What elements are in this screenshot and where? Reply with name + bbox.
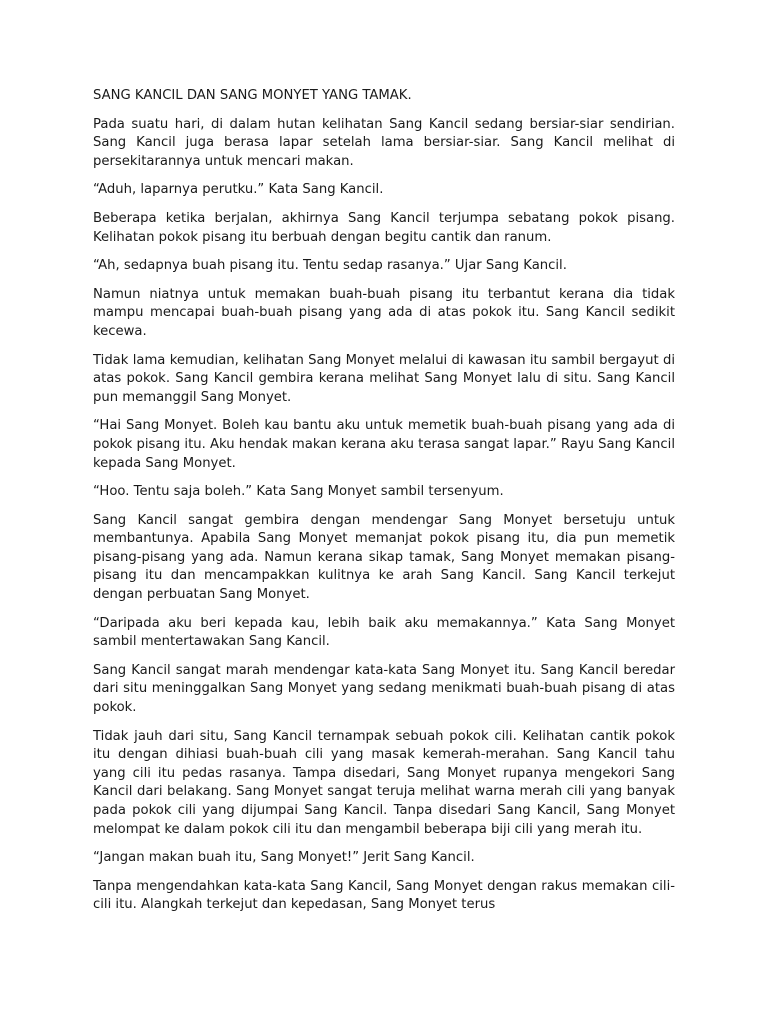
paragraph: “Hai Sang Monyet. Boleh kau bantu aku untuk memetik buah-buah pisang yang ada di pokok pisang itu. Aku hendak makan kerana aku terasa sangat lapar.” Rayu Sang Kancil kepada Sang Monyet. (93, 418, 675, 471)
paragraph: Tidak jauh dari situ, Sang Kancil ternampak sebuah pokok cili. Kelihatan cantik pokok itu dengan dihiasi buah-buah cili yang masak kemerah-merahan. Sang Kancil tahu yang cili itu pedas rasanya. Tampa disedari, Sang Monyet rupanya mengekori Sang Kancil dari belakang. Sang Monyet sangat teruja melihat warna merah cili yang banyak pada pokok cili yang dijumpai Sang Kancil. Tanpa disedari Sang Kancil, Sang Monyet melompat ke dalam pokok cili itu dan mengambil beberapa biji cili yang merah itu. (93, 728, 675, 837)
paragraph: “Aduh, laparnya perutku.” Kata Sang Kancil. (93, 182, 384, 198)
document-body (93, 87, 675, 925)
paragraph: “Daripada aku beri kepada kau, lebih baik aku memakannya.” Kata Sang Monyet sambil mentertawakan Sang Kancil. (93, 615, 675, 650)
paragraph: “Ah, sedapnya buah pisang itu. Tentu sedap rasanya.” Ujar Sang Kancil. (93, 258, 567, 274)
paragraph: Beberapa ketika berjalan, akhirnya Sang Kancil terjumpa sebatang pokok pisang. Kelihatan pokok pisang itu berbuah dengan begitu cantik dan ranum. (93, 210, 675, 245)
paragraph: Sang Kancil sangat gembira dengan mendengar Sang Monyet bersetuju untuk membantunya. Apabila Sang Monyet memanjat pokok pisang itu, dia pun memetik pisang-pisang yang ada. Namun kerana sikap tamak, Sang Monyet memakan pisang-pisang itu dan mencampakkan kulitnya ke arah Sang Kancil. Sang Kancil terkejut dengan perbuatan Sang Monyet. (93, 512, 675, 603)
paragraph: Tidak lama kemudian, kelihatan Sang Monyet melalui di kawasan itu sambil bergayut di atas pokok. Sang Kancil gembira kerana melihat Sang Monyet lalu di situ. Sang Kancil pun memanggil Sang Monyet. (93, 352, 675, 405)
paragraph: Namun niatnya untuk memakan buah-buah pisang itu terbantut kerana dia tidak mampu mencapai buah-buah pisang yang ada di atas pokok itu. Sang Kancil sedikit kecewa. (93, 286, 675, 339)
paragraph: “Jangan makan buah itu, Sang Monyet!” Jerit Sang Kancil. (93, 850, 475, 866)
paragraph: Pada suatu hari, di dalam hutan kelihatan Sang Kancil sedang bersiar-siar sendirian. Sang Kancil juga berasa lapar setelah lama bersiar-siar. Sang Kancil melihat di persekitarannya untuk mencari makan. (93, 116, 675, 169)
paragraph: “Hoo. Tentu saja boleh.” Kata Sang Monyet sambil tersenyum. (93, 484, 504, 500)
paragraph: Tanpa mengendahkan kata-kata Sang Kancil, Sang Monyet dengan rakus memakan cili-cili itu. Alangkah terkejut dan kepedasan, Sang Monyet terus (93, 878, 675, 913)
paragraph: Sang Kancil sangat marah mendengar kata-kata Sang Monyet itu. Sang Kancil beredar dari situ meninggalkan Sang Monyet yang sedang menikmati buah-buah pisang di atas pokok. (93, 662, 675, 716)
document-title: SANG KANCIL DAN SANG MONYET YANG TAMAK. (93, 88, 412, 103)
